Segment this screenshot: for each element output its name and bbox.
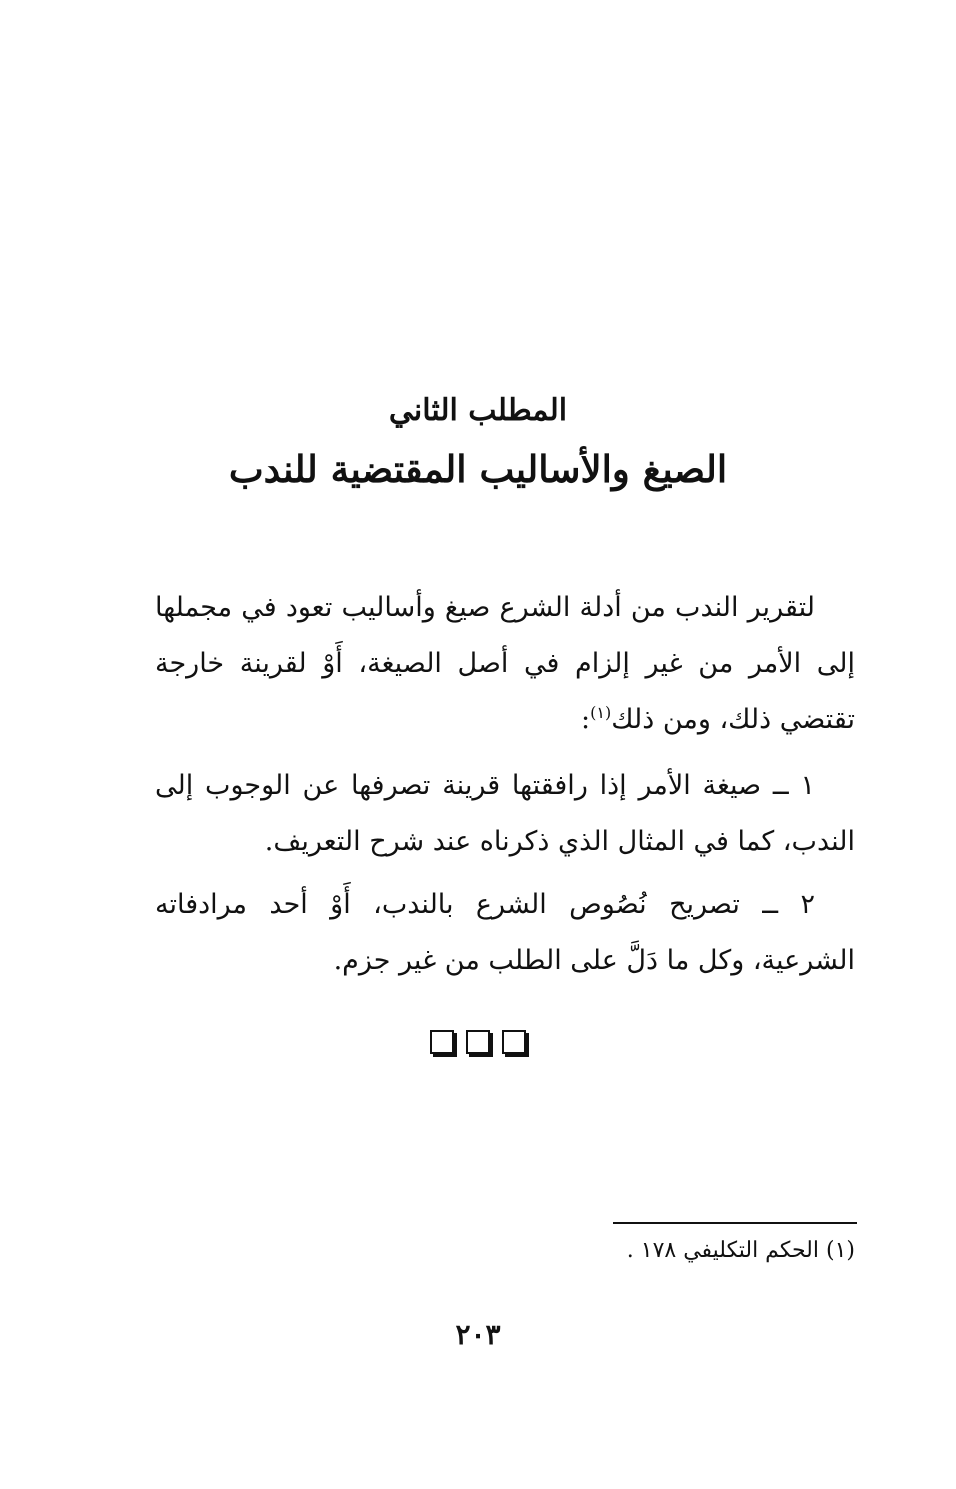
footnote-divider bbox=[613, 1222, 857, 1224]
end-square-icon bbox=[502, 1030, 526, 1054]
intro-colon: : bbox=[581, 704, 591, 735]
list-item-2: ٢ ــ تصريح نُصُوص الشرع بالندب، أَوْ أحد مرادفاته الشرعية، وكل ما دَلَّ على الطلب من غير جزم. bbox=[155, 889, 855, 976]
section-end-marks bbox=[0, 1030, 956, 1054]
footnote: (١) الحكم التكليفي ١٧٨ . bbox=[626, 1238, 855, 1263]
intro-text: لتقرير الندب من أدلة الشرع صيغ وأساليب تعود في مجملها إلى الأمر من غير إلزام في أصل الصيغة، أَوْ لقرينة خارجة تقتضي ذلك، ومن ذلك bbox=[155, 592, 855, 735]
end-square-icon bbox=[430, 1030, 454, 1054]
page-number: ٢٠٣ bbox=[455, 1318, 501, 1351]
intro-paragraph bbox=[155, 580, 855, 748]
list-item-1: ١ ــ صيغة الأمر إذا رافقتها قرينة تصرفها عن الوجوب إلى الندب، كما في المثال الذي ذكرناه عند شرح التعريف. bbox=[155, 770, 855, 857]
end-square-icon bbox=[466, 1030, 490, 1054]
section-title: الصيغ والأساليب المقتضية للندب bbox=[228, 447, 728, 491]
footnote-reference[interactable]: (١) bbox=[590, 703, 612, 722]
section-label: المطلب الثاني bbox=[388, 393, 568, 428]
